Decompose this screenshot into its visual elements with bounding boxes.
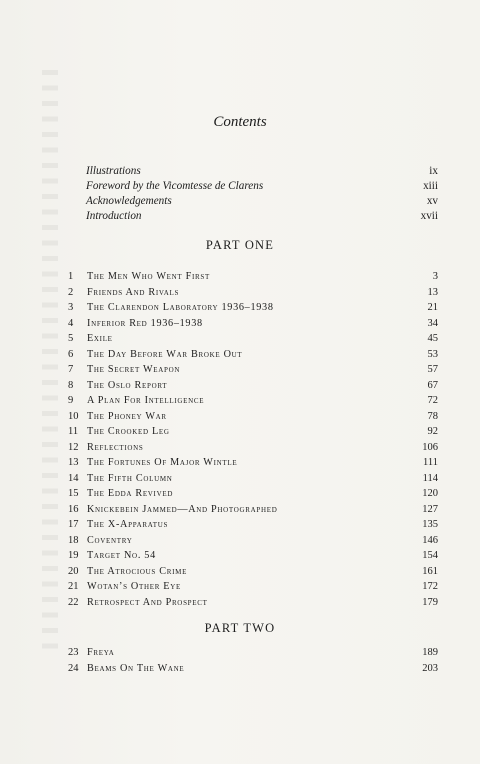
chapter-row[interactable] bbox=[68, 347, 438, 363]
chapter-title: The Fifth Column bbox=[87, 472, 173, 484]
prelim-label: Introduction bbox=[86, 210, 142, 222]
chapter-page: 78 bbox=[427, 410, 438, 422]
chapter-number: 3 bbox=[68, 302, 74, 313]
chapter-number: 24 bbox=[68, 662, 79, 674]
chapter-title: The Day Before War Broke Out bbox=[87, 348, 243, 360]
chapter-page: 34 bbox=[427, 317, 438, 329]
prelim-page: xv bbox=[426, 195, 438, 207]
chapter-page: 67 bbox=[427, 379, 438, 391]
chapter-number: 1 bbox=[68, 271, 74, 282]
chapter-page: 146 bbox=[422, 534, 438, 546]
chapter-row[interactable] bbox=[68, 362, 438, 378]
chapter-page: 3 bbox=[432, 271, 438, 282]
chapter-number: 21 bbox=[68, 581, 79, 592]
chapter-number: 14 bbox=[68, 472, 79, 484]
chapter-title: Reflections bbox=[87, 441, 144, 453]
chapter-row[interactable] bbox=[68, 331, 438, 347]
chapter-row[interactable] bbox=[68, 285, 438, 301]
chapter-number: 9 bbox=[68, 395, 74, 406]
chapter-title: Inferior Red 1936–1938 bbox=[87, 317, 203, 329]
prelim-item[interactable] bbox=[86, 179, 438, 194]
chapter-page: 161 bbox=[422, 565, 438, 577]
chapter-row[interactable] bbox=[68, 300, 438, 316]
chapter-title: The Edda Revived bbox=[87, 488, 174, 499]
prelim-label: Foreword by the Vicomtesse de Clarens bbox=[86, 180, 264, 192]
chapter-page: 53 bbox=[427, 348, 438, 360]
prelims-list bbox=[86, 164, 438, 224]
chapter-page: 135 bbox=[422, 519, 438, 530]
chapter-title: The Fortunes Of Major Wintle bbox=[87, 457, 238, 468]
chapter-title: Retrospect And Prospect bbox=[87, 596, 208, 608]
chapter-number: 12 bbox=[68, 441, 79, 453]
chapter-row[interactable] bbox=[68, 424, 438, 440]
chapter-page: 92 bbox=[427, 426, 438, 437]
chapter-number: 18 bbox=[68, 534, 79, 546]
chapter-row[interactable] bbox=[68, 533, 438, 549]
chapter-row[interactable] bbox=[68, 579, 438, 595]
chapter-number: 20 bbox=[68, 565, 79, 577]
chapter-number: 13 bbox=[68, 457, 79, 468]
chapter-page: 21 bbox=[427, 302, 438, 313]
chapter-number: 10 bbox=[68, 410, 79, 422]
chapter-number: 19 bbox=[68, 550, 79, 561]
chapter-title: Wotan’s Other Eye bbox=[87, 581, 181, 592]
chapter-row[interactable] bbox=[68, 595, 438, 611]
chapter-row[interactable] bbox=[68, 269, 438, 285]
prelim-page: ix bbox=[429, 165, 438, 177]
chapter-row[interactable] bbox=[68, 440, 438, 456]
part-one-heading: PART ONE bbox=[205, 238, 275, 252]
chapter-title: Exile bbox=[87, 333, 113, 344]
chapter-number: 4 bbox=[68, 317, 74, 329]
chapter-title: Beams On The Wane bbox=[87, 662, 185, 674]
chapter-title: The X-Apparatus bbox=[87, 519, 169, 530]
part-two-heading: PART TWO bbox=[204, 621, 276, 635]
chapter-page: 57 bbox=[427, 364, 438, 375]
chapter-row[interactable] bbox=[68, 409, 438, 425]
chapter-page: 111 bbox=[423, 457, 438, 468]
chapter-page: 172 bbox=[422, 581, 438, 592]
chapter-title: The Oslo Report bbox=[87, 379, 168, 391]
chapter-row[interactable] bbox=[68, 517, 438, 533]
chapter-number: 17 bbox=[68, 519, 79, 530]
chapter-row[interactable] bbox=[68, 486, 438, 502]
chapter-row[interactable] bbox=[68, 548, 438, 564]
chapter-title: The Crooked Leg bbox=[87, 426, 170, 437]
chapter-title: The Phoney War bbox=[87, 410, 167, 422]
chapter-page: 106 bbox=[422, 441, 438, 453]
chapter-number: 15 bbox=[68, 488, 79, 499]
chapter-page: 120 bbox=[422, 488, 438, 499]
chapter-title: The Men Who Went First bbox=[87, 271, 210, 282]
chapter-number: 8 bbox=[68, 379, 74, 391]
chapter-title: Target No. 54 bbox=[87, 550, 156, 561]
prelim-item[interactable] bbox=[86, 194, 438, 209]
chapter-page: 72 bbox=[427, 395, 438, 406]
chapter-number: 22 bbox=[68, 596, 79, 608]
chapter-title: Friends And Rivals bbox=[87, 286, 180, 298]
prelim-page: xiii bbox=[423, 180, 438, 192]
chapter-title: A Plan For Intelligence bbox=[87, 395, 205, 406]
chapter-page: 45 bbox=[427, 333, 438, 344]
chapter-row[interactable] bbox=[68, 455, 438, 471]
chapter-page: 114 bbox=[422, 472, 438, 484]
chapter-page: 189 bbox=[422, 647, 438, 658]
chapter-title: Coventry bbox=[87, 534, 133, 546]
prelim-label: Illustrations bbox=[86, 165, 141, 177]
chapter-page: 203 bbox=[422, 662, 438, 674]
chapter-title: The Clarendon Laboratory 1936–1938 bbox=[87, 302, 274, 313]
chapter-page: 179 bbox=[422, 596, 438, 608]
chapter-number: 5 bbox=[68, 333, 74, 344]
chapter-number: 7 bbox=[68, 364, 74, 375]
part-one-chapter-list bbox=[68, 269, 438, 610]
chapter-row[interactable] bbox=[68, 471, 438, 487]
chapter-row[interactable] bbox=[68, 645, 438, 661]
chapter-page: 127 bbox=[422, 503, 438, 515]
chapter-row[interactable] bbox=[68, 564, 438, 580]
chapter-page: 154 bbox=[422, 550, 438, 561]
chapter-title: The Secret Weapon bbox=[87, 364, 181, 375]
chapter-row[interactable] bbox=[68, 393, 438, 409]
chapter-row[interactable] bbox=[68, 316, 438, 332]
chapter-row[interactable] bbox=[68, 502, 438, 518]
chapter-number: 6 bbox=[68, 348, 74, 360]
chapter-title: Knickebein Jammed—And Photographed bbox=[87, 503, 278, 515]
prelim-item[interactable] bbox=[86, 209, 438, 224]
prelim-page: xvii bbox=[420, 210, 438, 222]
part-two-chapter-list bbox=[68, 645, 438, 676]
chapter-number: 16 bbox=[68, 503, 79, 515]
chapter-page: 13 bbox=[427, 286, 438, 298]
chapter-title: Freya bbox=[87, 647, 115, 658]
chapter-row[interactable] bbox=[68, 378, 438, 394]
chapter-number: 11 bbox=[68, 426, 79, 437]
chapter-number: 23 bbox=[68, 647, 79, 658]
chapter-number: 2 bbox=[68, 286, 74, 298]
page-title: Contents bbox=[213, 114, 267, 130]
chapter-title: The Atrocious Crime bbox=[87, 565, 188, 577]
prelim-label: Acknowledgements bbox=[86, 195, 172, 207]
prelim-item[interactable] bbox=[86, 164, 438, 179]
chapter-row[interactable] bbox=[68, 661, 438, 677]
